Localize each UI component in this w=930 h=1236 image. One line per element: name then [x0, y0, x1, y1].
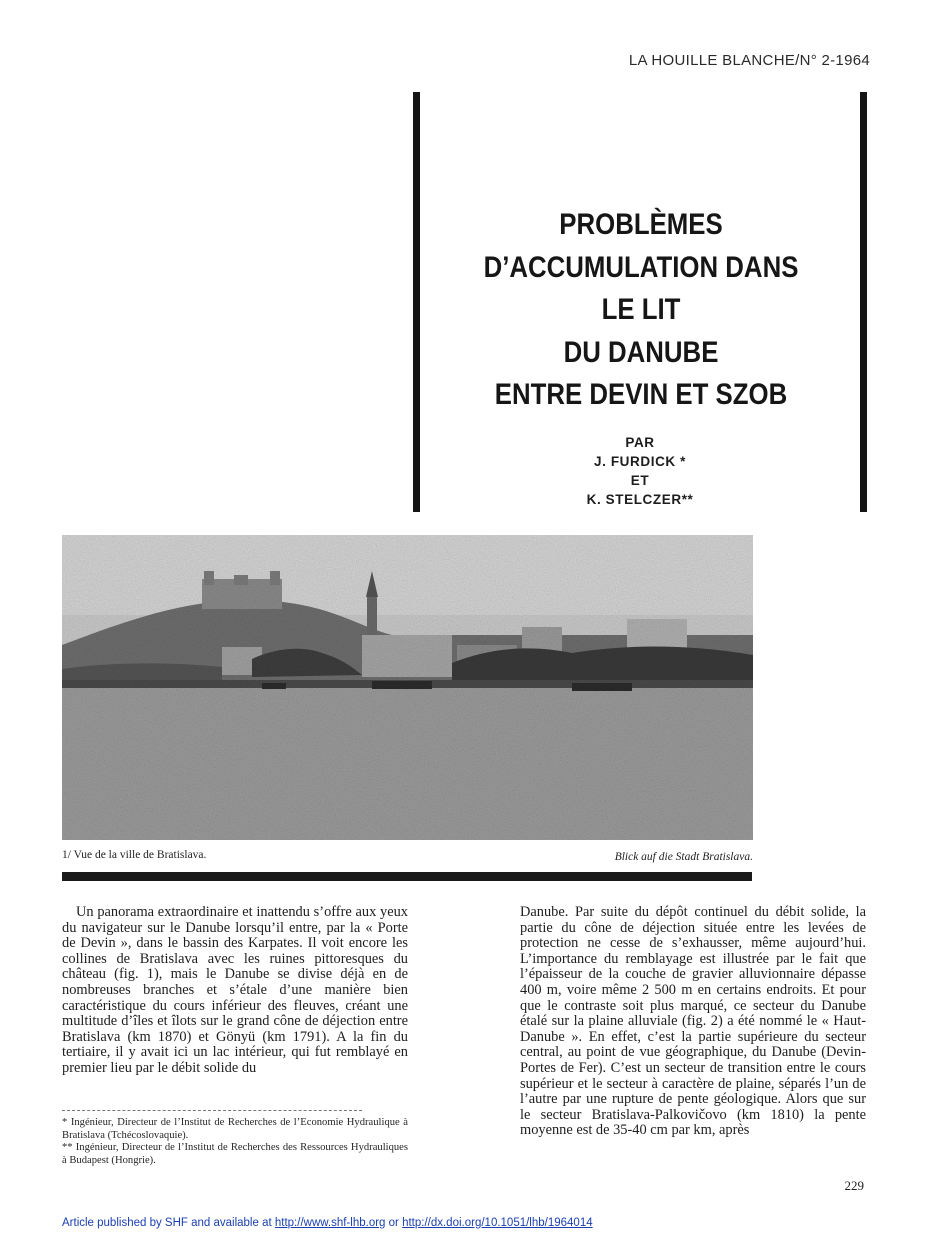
title-line-4: DU DANUBE [563, 335, 719, 369]
article-title [468, 204, 814, 417]
byline [540, 433, 740, 509]
title-line-5: ENTRE DEVIN ET SZOB [494, 378, 788, 411]
doi-link[interactable]: http://dx.doi.org/10.1051/lhb/1964014 [402, 1217, 593, 1229]
title-line-3: LE LIT [601, 293, 681, 326]
footnotes [62, 1117, 408, 1167]
article-availability-note [62, 1217, 593, 1229]
body-column-right [520, 905, 866, 1139]
section-divider-band [62, 872, 752, 881]
footnote-1: * Ingénieur, Directeur de l’Institut de Recherches de l’Economie Hydraulique à Bratislava (Tchécoslovaquie). [62, 1117, 408, 1141]
author-stelczer: K. STELCZER** [586, 492, 694, 507]
body-paragraph-left: Un panorama extraordinaire et inattendu s’offre aux yeux du navigateur sur le Danube lorsqu’il entre, par la « Porte de Devin », dans le bassin des Karpates. Il voit encore les collines de Bratislava avec les ruines pittoresques du château (fig. 1), mais le Danube se divise déjà en de nombreuses branches et s’étale d’une manière bien caractéristique du cours inférieur des fleuves, créant une multitude d’îles et îlots sur le grand cône de déjection entre Bratislava (km 1870) et Gönyü (km 1791). A la fin du tertiaire, il y avait ici un lac intérieur, qui fut remblayé en premier lieu par le débit solide du [62, 904, 408, 1076]
title-line-1: PROBLÈMES [559, 208, 723, 241]
byline-et: ET [630, 473, 650, 488]
body-column-left [62, 905, 408, 1077]
byline-par: PAR [625, 435, 655, 450]
title-right-rule [860, 92, 867, 512]
page-number: 229 [844, 1178, 864, 1193]
body-paragraph-right: Danube. Par suite du dépôt continuel du débit solide, la partie du cône de déjection située entre les levées de protection ne cesse de s’exhausser, même aujourd’hui. L’importance du remblayage est illustrée par le fait que l’épaisseur de la couche de gravier alluvionnaire dépasse 400 m, voire même 2 500 m en certains endroits. Et pour que le contraste soit plus marqué, ce secteur du Danube étalé sur la plaine alluviale (fig. 2) a été nommé le « Haut-Danube ». En effet, c’est la partie supérieure du secteur central, au point de vue géographique, du Danube (Devin-Portes de Fer). C’est un secteur de transition entre le cours supérieur et le secteur à caractère de plaine, séparés l’un de l’autre par une rupture de pente géologique. Alors que sur le secteur Bratislava-Palkovičovo (km 1810) la pente moyenne est de 35-40 cm par km, après [520, 904, 866, 1139]
shf-link[interactable]: http://www.shf-lhb.org [274, 1217, 386, 1229]
title-left-rule [413, 92, 420, 512]
bratislava-photo-illustration [62, 535, 753, 840]
footnote-rule [62, 1110, 362, 1111]
figure-caption-french: 1/ Vue de la ville de Bratislava. [62, 849, 207, 861]
title-line-2: D’ACCUMULATION DANS [483, 250, 799, 284]
figure-caption-german: Blick auf die Stadt Bratislava. [614, 851, 753, 863]
footnote-2: ** Ingénieur, Directeur de l’Institut de Recherches des Ressources Hydrauliques à Budapest (Hongrie). [62, 1142, 408, 1166]
article-note-text: Article published by SHF and available at [62, 1217, 275, 1229]
author-furdick: J. FURDICK * [594, 454, 686, 469]
article-note-or: or [385, 1217, 403, 1229]
bratislava-photo [62, 535, 753, 840]
journal-header: LA HOUILLE BLANCHE/N° 2-1964 [628, 52, 870, 69]
